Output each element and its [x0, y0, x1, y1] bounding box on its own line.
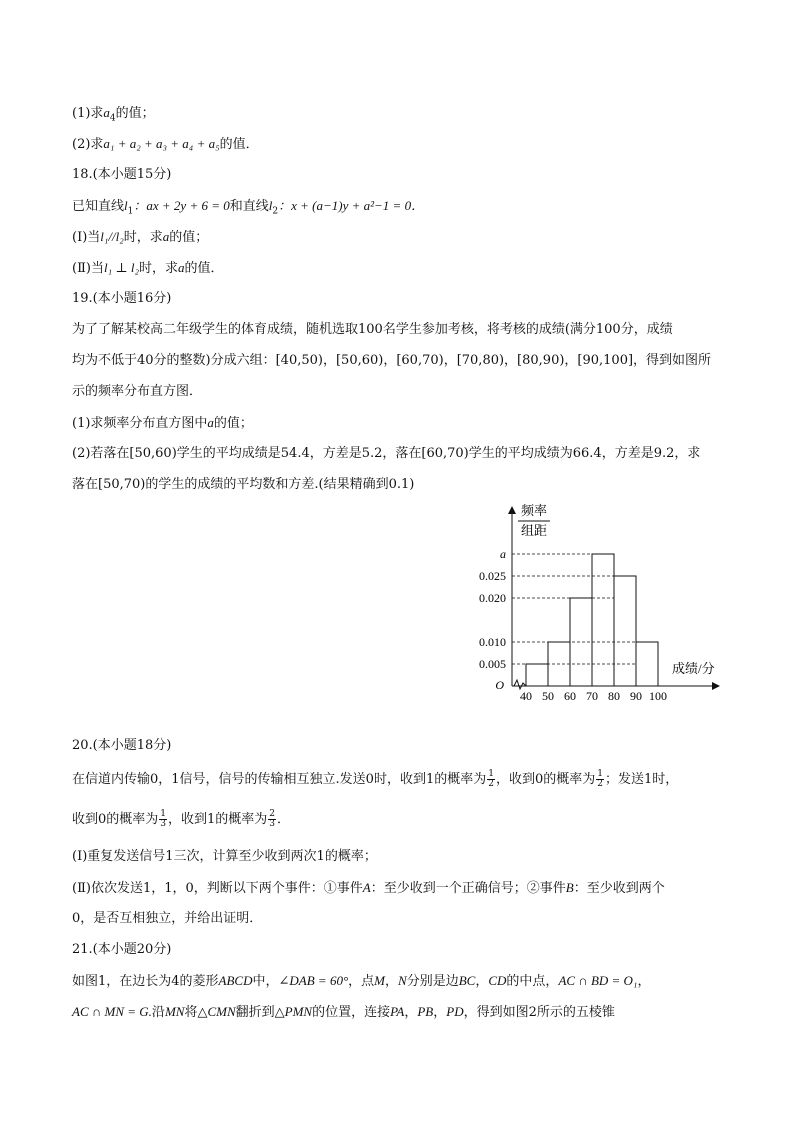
text: (Ⅱ)当: [72, 261, 104, 276]
y-tick-label: a: [500, 547, 506, 561]
q18-part2: [72, 259, 224, 278]
math-expr: l₁//l₂: [100, 229, 124, 244]
text: 和直线: [229, 199, 269, 214]
q20-part2-line1: [72, 879, 665, 898]
q19-part2-line1: (2)若落在[50,60)学生的平均成绩是54.4，方差是5.2，落在[60,70)学生的平均成绩为66.4，方差是9.2，求: [72, 446, 701, 461]
fraction: $\frac{1}{2}$: [597, 769, 603, 789]
text: ：至少收到两个: [573, 881, 665, 896]
math-var: l: [124, 198, 128, 213]
y-axis-label-bottom: 组距: [520, 523, 548, 538]
bar-[90,100]: [636, 642, 658, 686]
math-var: A: [362, 880, 371, 895]
text: ．: [277, 812, 291, 827]
q21-stem-line2: AC ∩ MN = G.沿MN将△CMN翻折到△PMN的位置，连接PA，PB，PD，得到如图2所示的五棱锥: [72, 1004, 615, 1020]
q21-stem-line1: 如图1，在边长为4的菱形ABCD中，∠DAB = 60°，点M，N分别是边BC，CD的中点，AC ∩ BD = O₁，: [72, 973, 651, 989]
x-tick-label: 90: [630, 689, 642, 703]
q19-stem-line1: 为了了解某校高二年级学生的体育成绩，随机选取100名学生参加考核，将考核的成绩(满分100分，成绩: [72, 322, 673, 337]
x-tick-label: 60: [564, 689, 576, 703]
text: 已知直线: [72, 199, 125, 214]
text: 的值．: [219, 137, 259, 152]
q20-part2-line2: 0，是否互相独立，并给出证明．: [72, 911, 263, 926]
text: 在信道内传输0，1信号，信号的传输相互独立.发送0时，收到1的概率为: [72, 772, 487, 787]
q20-stem-line2: [72, 810, 290, 829]
text: (Ⅱ)依次发送1，1，0，判断以下两个事件：①事件: [72, 881, 363, 896]
q17-part1: [72, 104, 155, 123]
x-tick-label: 80: [608, 689, 620, 703]
x-tick-label: 40: [520, 689, 532, 703]
text: 的值；: [213, 416, 253, 431]
q19-stem-line3: 示的频率分布直方图．: [72, 384, 203, 399]
text: (1)求: [72, 106, 104, 121]
frequency-histogram: [460, 498, 730, 708]
axis-break-mark: [514, 680, 526, 689]
text: ：至少收到一个正确信号；②事件: [370, 881, 566, 896]
text: 的值．: [184, 261, 224, 276]
q20-part1: (Ⅰ)重复发送信号1三次，计算至少收到两次1的概率；: [72, 849, 377, 864]
text: 的值；: [169, 230, 209, 245]
x-axis-label: 成绩/分: [672, 661, 715, 676]
fraction: $\frac{1}{3}$: [160, 809, 167, 829]
x-tick-label: 70: [586, 689, 598, 703]
text: (2)求: [72, 137, 104, 152]
math-var: B: [565, 880, 574, 895]
y-axis-label-top: 频率: [520, 503, 548, 518]
text: ，收到0的概率为: [495, 772, 596, 787]
text: (1)求频率分布直方图中: [72, 416, 208, 431]
math-var: a: [178, 260, 185, 275]
math-var: a: [162, 229, 170, 244]
bar-[80,90): [614, 576, 636, 686]
q21-header: 21.(本小题20分): [72, 942, 172, 957]
q18-header: 18.(本小题15分): [72, 167, 172, 182]
q19-stem-line2: 均为不低于40分的整数)分成六组：[40,50)，[50,60)，[60,70)，[70,80)，[80,90)，[90,100]，得到如图所: [72, 353, 712, 368]
bar-[70,80): [592, 554, 614, 686]
y-tick-label: 0.005: [479, 657, 506, 671]
q19-part1: [72, 414, 253, 433]
origin-label: O: [495, 678, 504, 692]
text: 时，求: [123, 230, 163, 245]
q17-part2: [72, 135, 259, 154]
q18-part1: [72, 228, 208, 247]
text: 的值；: [115, 106, 155, 121]
y-tick-label: 0.020: [479, 591, 506, 605]
text: (Ⅰ)当: [72, 230, 101, 245]
subscript: 4: [109, 113, 116, 124]
q20-stem-line1: [72, 770, 678, 789]
fraction: $\frac{1}{2}$: [488, 769, 494, 789]
x-tick-label: 50: [542, 689, 554, 703]
q18-stem: 已知直线$l_1$：ax + 2y + 6 = 0和直线$l_2$：x + (a−1)y + a²−1 = 0．: [72, 198, 425, 217]
y-tick-label: 0.025: [479, 569, 506, 583]
math-var: l: [268, 198, 273, 213]
math-expr: a₁ + a₂ + a₃ + a₄ + a₅: [103, 136, 220, 151]
q19-part2-line2: 落在[50,70)的学生的成绩的平均数和方差.(结果精确到0.1): [72, 477, 415, 492]
text: 收到0的概率为: [72, 812, 159, 827]
math-var: a: [207, 415, 214, 430]
q20-header: 20.(本小题18分): [72, 738, 172, 753]
y-tick-label: 0.010: [479, 635, 506, 649]
math-expr: l₁ ⊥ l₂: [103, 260, 139, 275]
bar-[40,50): [526, 664, 548, 686]
math-expr: ：x + (a−1)y + a²−1 = 0．: [278, 198, 425, 213]
math-var: a: [103, 105, 110, 120]
text: 时，求: [138, 261, 178, 276]
math-expr: ：ax + 2y + 6 = 0: [133, 198, 230, 213]
fraction: $\frac{2}{3}$: [269, 809, 276, 829]
text: ；发送1时，: [604, 772, 679, 787]
x-tick-label: 100: [649, 689, 667, 703]
q19-header: 19.(本小题16分): [72, 291, 172, 306]
text: ，收到1的概率为: [168, 812, 268, 827]
